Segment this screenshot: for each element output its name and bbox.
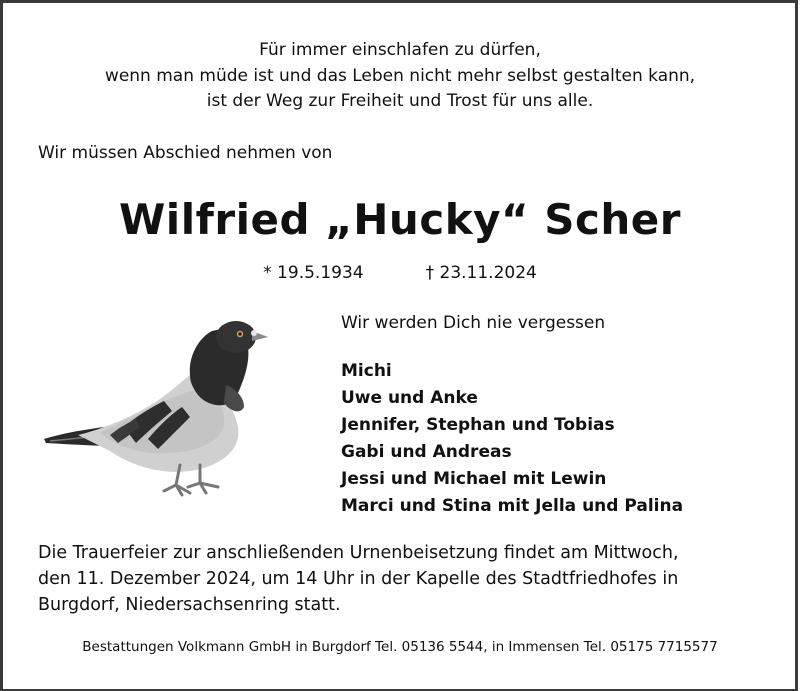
mourner-name: Uwe und Anke	[341, 388, 478, 408]
poem	[0, 38, 800, 115]
poem-line-2: wenn man müde ist und das Leben nicht mehr selbst gestalten kann,	[104, 65, 696, 86]
mourners-list	[341, 358, 683, 520]
poem-line-1: Für immer einschlafen zu dürfen,	[259, 40, 541, 60]
intro-text: Wir müssen Abschied nehmen von	[38, 143, 333, 163]
mourner-name: Michi	[341, 361, 392, 381]
service-line-3: Burgdorf, Niedersachsenring statt.	[38, 595, 341, 615]
poem-line-3: ist der Weg zur Freiheit und Trost für uns alle.	[206, 91, 594, 111]
service-details	[38, 540, 778, 618]
birth-date: * 19.5.1934	[263, 263, 364, 283]
mourner-name: Marci und Stina mit Jella und Palina	[341, 496, 684, 516]
mourner-name: Jennifer, Stephan und Tobias	[341, 415, 615, 435]
death-date: † 23.11.2024	[425, 263, 537, 283]
pigeon-icon	[40, 315, 275, 505]
farewell-text: Wir werden Dich nie vergessen	[341, 313, 606, 333]
funeral-home-footer: Bestattungen Volkmann GmbH in Burgdorf Tel. 05136 5544, in Immensen Tel. 05175 7715577	[82, 639, 718, 655]
service-line-2: den 11. Dezember 2024, um 14 Uhr in der Kapelle des Stadtfriedhofes in	[38, 569, 679, 589]
life-dates	[0, 263, 800, 283]
mourner-name: Gabi und Andreas	[341, 442, 512, 462]
deceased-name: Wilfried „Hucky“ Scher	[118, 195, 681, 244]
service-line-1: Die Trauerfeier zur anschließenden Urnenbeisetzung findet am Mittwoch,	[38, 543, 679, 563]
mourner-name: Jessi und Michael mit Lewin	[341, 469, 607, 489]
